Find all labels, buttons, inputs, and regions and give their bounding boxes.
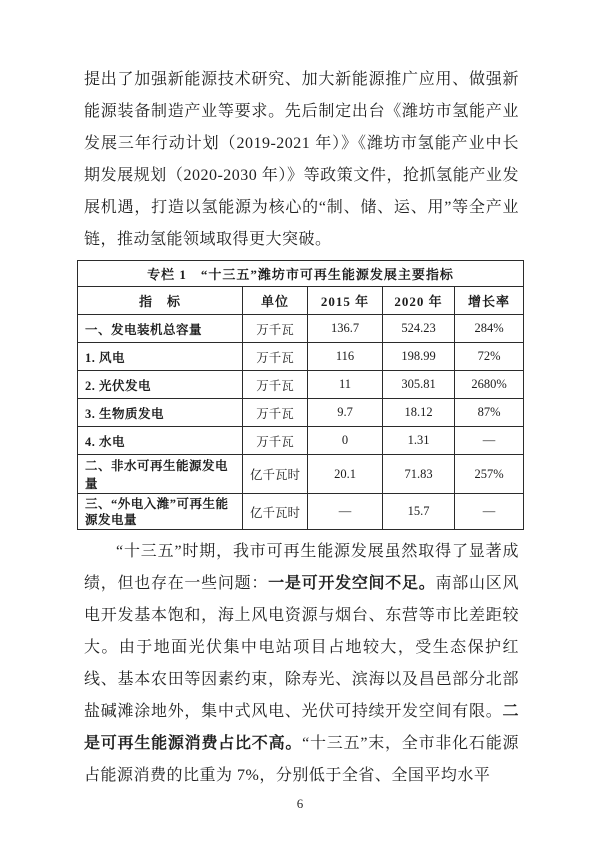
value-cell: 15.7 [383,494,455,530]
table-header-row [78,287,524,315]
value-cell: 0 [308,427,383,455]
body-text: “十三五”末，全市非化石能源占能源消费的比重为 7%，分别低于全省、全国平均水平 [84,735,519,784]
column-header-growth: 增长率 [455,287,524,315]
column-header-2015: 2015 年 [308,287,383,315]
column-header-unit: 单位 [243,287,308,315]
indicator-cell: 2. 光伏发电 [78,371,243,399]
value-cell: 87% [455,399,524,427]
body-text: “十三五”时期，我市可再生能源发展虽然取得了显著成绩，但也存在一些问题： [84,543,519,592]
page-number: 6 [296,796,304,811]
indicator-cell: 二、非水可再生能源发电量 [78,455,243,494]
paragraph-1: 提出了加强新能源技术研究、加大新能源推广应用、做强新能源装备制造产业等要求。先后制定出台《潍坊市氢能产业发展三年行动计划（2019-2021 年）》《潍坊市氢能产业中长期发展规划（2020-2030 年）》等政策文件，抢抓氢能产业发展机遇，打造以氢能源为核心的“制、储、运、用”等全产业链，推动氢能领域取得更大突破。 [84,71,519,248]
table-row [78,399,524,427]
value-cell: 136.7 [308,315,383,343]
indicator-cell: 三、“外电入潍”可再生能源发电量 [78,494,243,530]
value-cell: 万千瓦 [243,343,308,371]
table-row [78,315,524,343]
page-content [77,64,523,792]
column-header-2020: 2020 年 [383,287,455,315]
table-row [78,427,524,455]
value-cell: 284% [455,315,524,343]
value-cell: — [455,494,524,530]
value-cell: 116 [308,343,383,371]
value-cell: 71.83 [383,455,455,494]
value-cell: 万千瓦 [243,315,308,343]
table-row [78,371,524,399]
table-body [78,315,524,530]
indicator-cell: 4. 水电 [78,427,243,455]
value-cell: 18.12 [383,399,455,427]
emphasis-text: 一是可开发空间不足。 [268,575,436,592]
indicators-table [77,260,524,530]
value-cell: 198.99 [383,343,455,371]
indicator-cell: 一、发电装机总容量 [78,315,243,343]
table-row [78,343,524,371]
value-cell: 257% [455,455,524,494]
value-cell: 亿千瓦时 [243,455,308,494]
value-cell: 305.81 [383,371,455,399]
value-cell: 11 [308,371,383,399]
table-title-row [78,261,524,287]
value-cell: 1.31 [383,427,455,455]
body-text: 南部山区风电开发基本饱和，海上风电资源与烟台、东营等市比差距较大。由于地面光伏集中电站项目占地较大，受生态保护红线、基本农田等因素约束，除寿光、滨海以及昌邑部分北部盐碱滩涂地外，集中式风电、光伏可持续开发空间有限。 [84,575,519,720]
value-cell: 万千瓦 [243,427,308,455]
value-cell: 524.23 [383,315,455,343]
indicator-cell: 1. 风电 [78,343,243,371]
value-cell: 亿千瓦时 [243,494,308,530]
paragraph-2 [77,536,523,792]
value-cell: — [308,494,383,530]
column-header-indicator: 指 标 [78,287,243,315]
table-row [78,455,524,494]
table-title: 专栏 1 “十三五”潍坊市可再生能源发展主要指标 [78,261,524,287]
value-cell: 9.7 [308,399,383,427]
value-cell: 万千瓦 [243,399,308,427]
value-cell: 万千瓦 [243,371,308,399]
value-cell: 2680% [455,371,524,399]
value-cell: 20.1 [308,455,383,494]
value-cell: — [455,427,524,455]
table-row [78,494,524,530]
indicator-cell: 3. 生物质发电 [78,399,243,427]
value-cell: 72% [455,343,524,371]
emphasis-text: 二是可再生能源消费占比不高。 [84,703,519,752]
